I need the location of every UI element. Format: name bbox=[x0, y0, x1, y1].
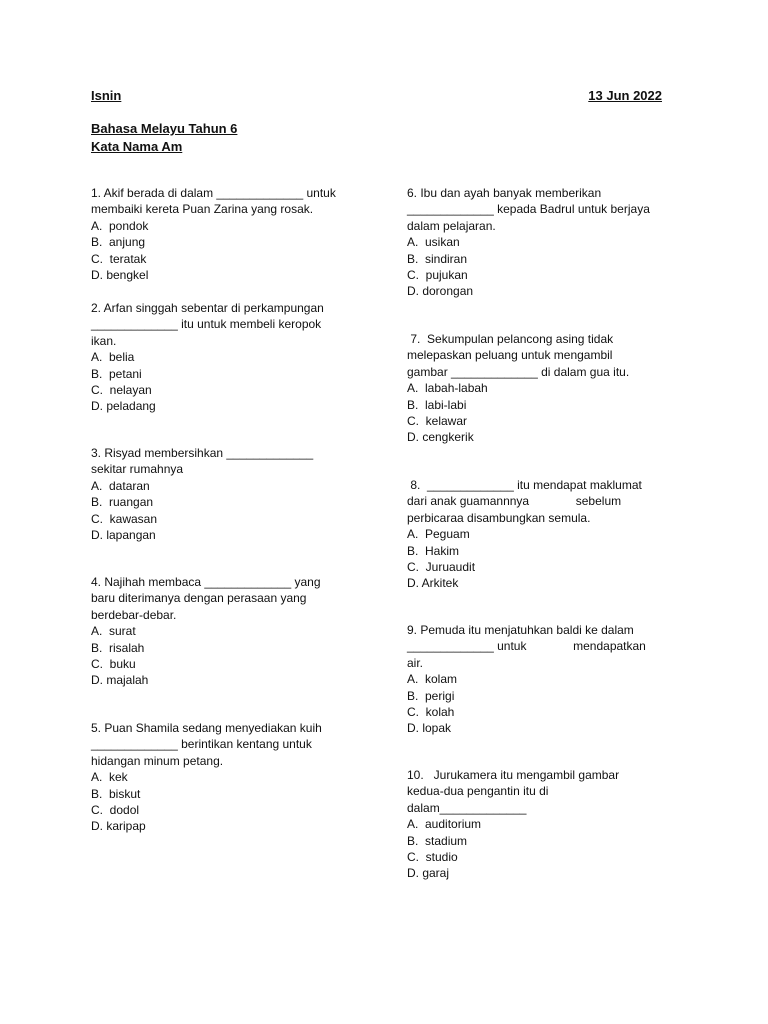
question-text-line: 1. Akif berada di dalam _____________ untuk bbox=[91, 186, 336, 200]
answer-option-d: D. cengkerik bbox=[407, 430, 474, 445]
question-text-line: ikan. bbox=[91, 333, 117, 348]
question-text-line: 8. _____________ itu mendapat maklumat bbox=[407, 478, 642, 492]
answer-option-a: A. Peguam bbox=[407, 527, 470, 542]
answer-option-a: A. kek bbox=[91, 770, 128, 785]
answer-option-b: B. labi-labi bbox=[407, 397, 467, 412]
answer-option-b: B. sindiran bbox=[407, 251, 468, 266]
answer-option-d: D. lapangan bbox=[91, 528, 156, 543]
question-text-line: dari anak guamannnya sebelum bbox=[407, 494, 622, 509]
question-10 bbox=[407, 767, 675, 882]
question-text-line: perbicaraa disambungkan semula. bbox=[407, 510, 591, 525]
answer-option-d: D. bengkel bbox=[91, 268, 149, 283]
answer-option-a: A. kolam bbox=[407, 672, 458, 687]
question-3 bbox=[91, 445, 359, 543]
question-text-line: hidangan minum petang. bbox=[91, 753, 224, 768]
answer-option-d: D. peladang bbox=[91, 399, 156, 414]
answer-option-b: B. ruangan bbox=[91, 495, 154, 510]
topic-title: Kata Nama Am bbox=[91, 139, 183, 154]
answer-option-c: C. buku bbox=[91, 657, 136, 672]
answer-option-b: B. risalah bbox=[91, 640, 145, 655]
answer-option-d: D. garaj bbox=[407, 866, 450, 881]
question-8 bbox=[407, 477, 675, 592]
answer-option-d: D. lopak bbox=[407, 721, 452, 736]
answer-option-c: C. Juruaudit bbox=[407, 560, 476, 575]
answer-option-d: D. Arkitek bbox=[407, 576, 459, 591]
question-1 bbox=[91, 185, 359, 283]
answer-option-c: C. kelawar bbox=[407, 414, 468, 429]
answer-option-b: B. anjung bbox=[91, 235, 146, 250]
question-text-line: _____________ untuk mendapatkan bbox=[407, 639, 646, 654]
subject-title: Bahasa Melayu Tahun 6 bbox=[91, 121, 238, 136]
answer-option-c: C. kawasan bbox=[91, 511, 158, 526]
answer-option-b: B. perigi bbox=[407, 688, 455, 703]
question-9 bbox=[407, 622, 675, 737]
question-text-line: 6. Ibu dan ayah banyak memberikan bbox=[407, 186, 602, 200]
answer-option-a: A. dataran bbox=[91, 478, 150, 493]
question-text-line: melepaskan peluang untuk mengambil bbox=[407, 348, 613, 363]
question-text-line: 9. Pemuda itu menjatuhkan baldi ke dalam bbox=[407, 623, 634, 637]
day-label: Isnin bbox=[91, 88, 122, 103]
question-text-line: dalam_____________ bbox=[407, 800, 527, 815]
answer-option-b: B. stadium bbox=[407, 833, 468, 848]
answer-option-c: C. kolah bbox=[407, 705, 455, 720]
answer-option-c: C. dodol bbox=[91, 803, 140, 818]
answer-option-d: D. dorongan bbox=[407, 284, 474, 299]
question-4 bbox=[91, 574, 359, 689]
question-text-line: sekitar rumahnya bbox=[91, 462, 184, 477]
answer-option-c: C. pujukan bbox=[407, 268, 468, 283]
answer-option-d: D. majalah bbox=[91, 673, 149, 688]
answer-option-c: C. nelayan bbox=[91, 383, 152, 398]
answer-option-a: A. belia bbox=[91, 350, 135, 365]
question-2 bbox=[91, 300, 359, 415]
answer-option-b: B. biskut bbox=[91, 786, 141, 801]
question-text-line: 7. Sekumpulan pelancong asing tidak bbox=[407, 332, 614, 346]
answer-option-b: B. Hakim bbox=[407, 543, 460, 558]
question-text-line: membaiki kereta Puan Zarina yang rosak. bbox=[91, 202, 314, 217]
question-text-line: 5. Puan Shamila sedang menyediakan kuih bbox=[91, 721, 322, 735]
answer-option-a: A. auditorium bbox=[407, 817, 482, 832]
question-7 bbox=[407, 331, 675, 446]
question-text-line: 2. Arfan singgah sebentar di perkampungan bbox=[91, 301, 324, 315]
answer-option-d: D. karipap bbox=[91, 819, 146, 834]
answer-option-a: A. surat bbox=[91, 624, 136, 639]
answer-option-a: A. usikan bbox=[407, 235, 460, 250]
question-text-line: 3. Risyad membersihkan _____________ bbox=[91, 446, 314, 460]
question-text-line: baru diterimanya dengan perasaan yang bbox=[91, 591, 307, 606]
answer-option-c: C. studio bbox=[407, 850, 458, 865]
question-text-line: 4. Najihah membaca _____________ yang bbox=[91, 575, 321, 589]
answer-option-a: A. pondok bbox=[91, 218, 149, 233]
date-label: 13 Jun 2022 bbox=[588, 88, 662, 103]
answer-option-a: A. labah-labah bbox=[407, 381, 488, 396]
question-6 bbox=[407, 185, 675, 300]
question-text-line: _____________ kepada Badrul untuk berjaya bbox=[407, 202, 650, 217]
question-text-line: _____________ itu untuk membeli keropok bbox=[91, 317, 322, 332]
question-text-line: kedua-dua pengantin itu di bbox=[407, 784, 549, 799]
answer-option-b: B. petani bbox=[91, 366, 142, 381]
question-text-line: air. bbox=[407, 655, 424, 670]
question-text-line: gambar _____________ di dalam gua itu. bbox=[407, 364, 630, 379]
answer-option-c: C. teratak bbox=[91, 251, 147, 266]
question-text-line: _____________ berintikan kentang untuk bbox=[91, 737, 312, 752]
question-text-line: berdebar-debar. bbox=[91, 607, 177, 622]
question-text-line: dalam pelajaran. bbox=[407, 218, 496, 233]
question-text-line: 10. Jurukamera itu mengambil gambar bbox=[407, 768, 620, 782]
question-5 bbox=[91, 720, 359, 835]
